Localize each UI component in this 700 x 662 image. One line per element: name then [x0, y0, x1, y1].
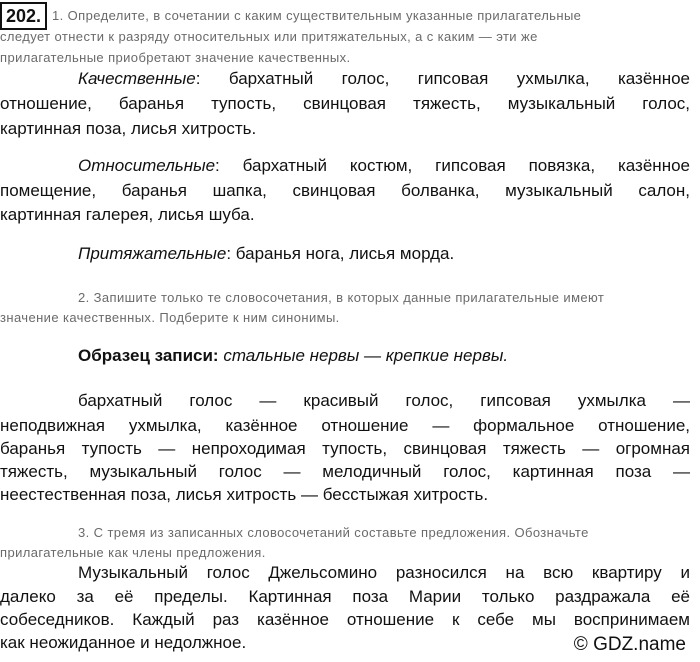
task2-line1: 2. Запишите только те словосочетания, в которых данные прилагательные имеют — [78, 290, 605, 305]
sentences-line3: собеседников. Каждый раз казённое отношение к себе мы воспринимаем — [0, 610, 690, 629]
synonyms-line1: бархатный голос — красивый голос, гипсовая ухмылка — — [78, 391, 690, 410]
synonyms-line5: неестественная поза, лисья хитрость — бесстыжая хитрость. — [0, 485, 489, 504]
synonyms-line3: баранья тупость — непроходимая тупость, свинцовая тяжесть — огромная — [0, 439, 690, 458]
sample-example: стальные нервы — крепкие нервы. — [223, 346, 509, 365]
qualitative-line1 — [78, 68, 690, 90]
sentences-line4: как неожиданное и недолжное. — [0, 633, 247, 652]
task1-line2: следует отнести к разряду относительных или притяжательных, а с каким — эти же — [0, 29, 538, 44]
possessive-text1: : баранья нога, лисья морда. — [226, 244, 455, 263]
sentences-line2: далеко за её пределы. Картинная поза Марии только раздражала её — [0, 587, 690, 606]
relative-line2: помещение, баранья шапка, свинцовая болванка, музыкальный салон, — [0, 181, 690, 200]
relative-label: Относительные — [78, 156, 216, 175]
sentences-line1: Музыкальный голос Джельсомино разносился на всю квартиру и — [78, 563, 690, 582]
task3-line1: 3. С тремя из записанных словосочетаний составьте предложения. Обозначьте — [78, 525, 589, 540]
sample-label: Образец записи: — [78, 346, 224, 365]
relative-text1: : бархатный костюм, гипсовая повязка, казённое — [215, 156, 690, 175]
sample-line — [78, 345, 690, 367]
qualitative-text1: : бархатный голос, гипсовая ухмылка, казённое — [195, 69, 690, 88]
qualitative-line3: картинная поза, лисья хитрость. — [0, 119, 257, 138]
qualitative-line2: отношение, баранья тупость, свинцовая тяжесть, музыкальный голос, — [0, 94, 690, 113]
relative-line1 — [78, 155, 690, 177]
relative-line3: картинная галерея, лисья шуба. — [0, 205, 255, 224]
possessive-label: Притяжательные — [78, 244, 227, 263]
gdz-watermark: © GDZ.name — [573, 634, 686, 655]
possessive-line1 — [78, 243, 690, 265]
task1-line3: прилагательные приобретают значение качественных. — [0, 50, 351, 65]
task1-line1: 1. Определите, в сочетании с каким существительным указанные прилагательные — [52, 8, 582, 23]
qualitative-label: Качественные — [78, 69, 196, 88]
synonyms-line2: неподвижная ухмылка, казённое отношение — формальное отношение, — [0, 416, 690, 435]
task-number-badge: 202. — [0, 2, 47, 30]
task3-line2: прилагательные как члены предложения. — [0, 545, 266, 560]
task2-line2: значение качественных. Подберите к ним синонимы. — [0, 310, 340, 325]
synonyms-line4: тяжесть, музыкальный голос — мелодичный голос, картинная поза — — [0, 462, 690, 481]
